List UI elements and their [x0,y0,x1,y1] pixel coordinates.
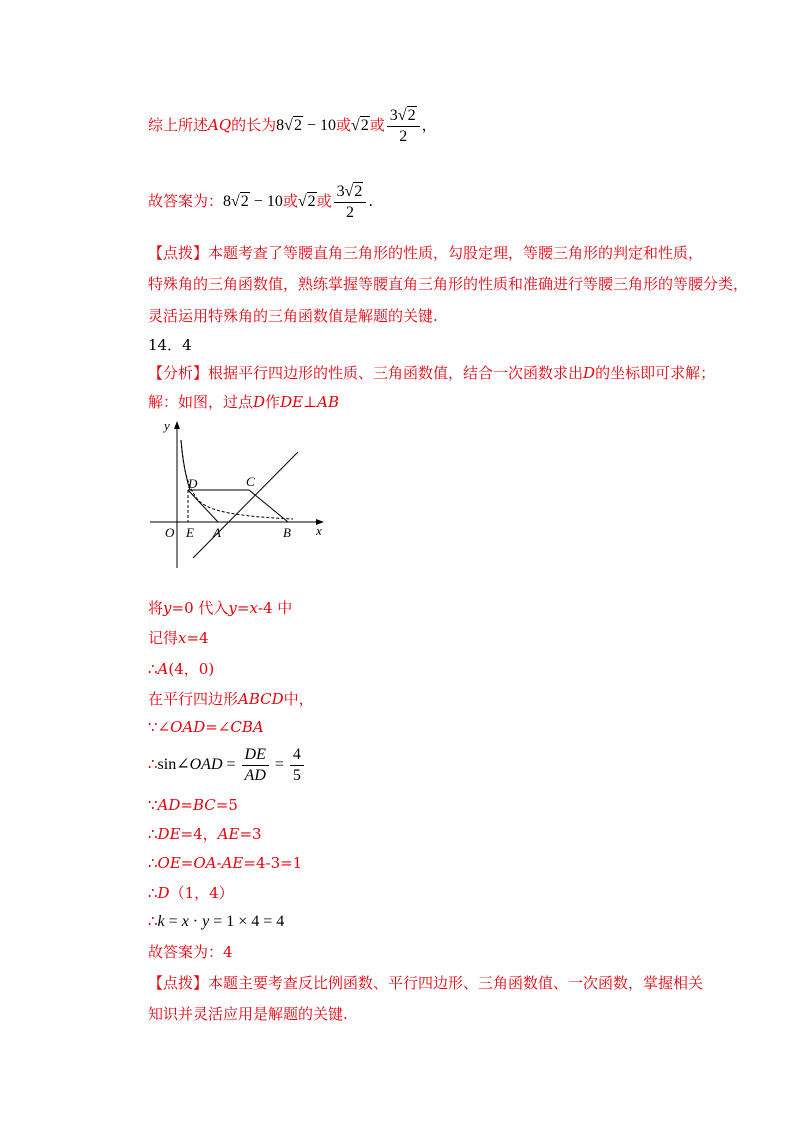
text: 故答案为： [148,192,224,210]
segment-name: AQ [208,116,232,134]
summary-line [148,100,437,150]
label-y: y [164,418,170,433]
label-E: E [186,525,194,540]
text: 的长为 [231,116,277,134]
sqrt: √2 [284,117,302,134]
analysis-line: 【分析】根据平行四边形的性质、三角函数值，结合一次函数求出D的坐标即可求解； [148,364,716,382]
sin-expression: sin∠OAD = $\frac{DE}{AD}$ = $\frac{4}{5}$ [158,756,306,773]
comment-line-1 [148,243,703,263]
sqrt: √2 [351,117,369,134]
fraction: $\frac{3√2}{2}$ [387,106,420,147]
label-A: A [213,525,221,540]
comment2-line-1: 【点拨】本题主要考查反比例函数、平行四边形、三角函数值、一次函数，掌握相关 [148,974,704,992]
punctuation: ， [421,116,437,134]
step-1: 将y=0 代入y=x-4 中 [148,599,293,617]
answer-line [148,176,373,226]
step-8: ∴DE=4，AE=3 [148,825,262,843]
fraction: $\frac{DE}{AD}$ [242,745,269,786]
fraction: $\frac{4}{5}$ [290,745,304,786]
step-6: ∴sin∠OAD = $\frac{DE}{AD}$ = $\frac{4}{5}$ [148,742,306,786]
text: 本题考查了等腰直角三角形的性质，勾股定理，等腰三角形的判定和性质， [208,244,704,262]
step-7: ∵AD=BC=5 [148,796,238,814]
step-11: ∴k = x · y = 1 × 4 = 4 [148,912,285,930]
punctuation: . [368,192,374,210]
label-C: C [246,474,255,489]
math-expression: 8√2 − 10 [276,117,336,134]
text: 或 [316,192,332,210]
comment-tag: 【点拨】 [148,244,209,262]
fraction: $\frac{3√2}{2}$ [334,182,367,223]
label-B: B [283,525,291,540]
question-number: 14．4 [148,336,192,354]
math-expression: 8√2 − 10 [223,193,283,210]
comment-tag: 【点拨】 [148,974,209,992]
step-12: 故答案为：4 [148,943,233,961]
step-10: ∴D（1，4） [148,884,234,902]
step-9: ∴OE=OA-AE=4-3=1 [148,854,303,872]
comment-line-3: 灵活运用特殊角的三角函数值是解题的关键. [148,307,438,325]
sqrt: √2 [297,193,316,210]
analysis-tag: 【分析】 [148,364,209,382]
geometry-figure [148,418,333,573]
text: 综上所述 [148,116,209,134]
text: 或 [369,116,385,134]
step-3: ∴A(4，0) [148,660,215,678]
k-expression: k = x · y = 1 × 4 = 4 [157,913,285,930]
text: 或 [282,192,298,210]
text: 或 [335,116,351,134]
label-O: O [165,525,175,540]
comment-line-2: 特殊角的三角函数值，熟练掌握等腰直角三角形的性质和准确进行等腰三角形的等腰分类， [148,275,749,293]
step-5: ∵∠OAD=∠CBA [148,718,264,736]
comment2-line-2: 知识并灵活应用是解题的关键. [148,1005,348,1023]
solution-line: 解：如图，过点D作DE⊥AB [148,393,340,411]
step-4: 在平行四边形ABCD中， [148,690,314,708]
label-D: D [188,476,198,491]
label-x: x [316,523,322,538]
step-2: 记得x=4 [148,629,209,647]
